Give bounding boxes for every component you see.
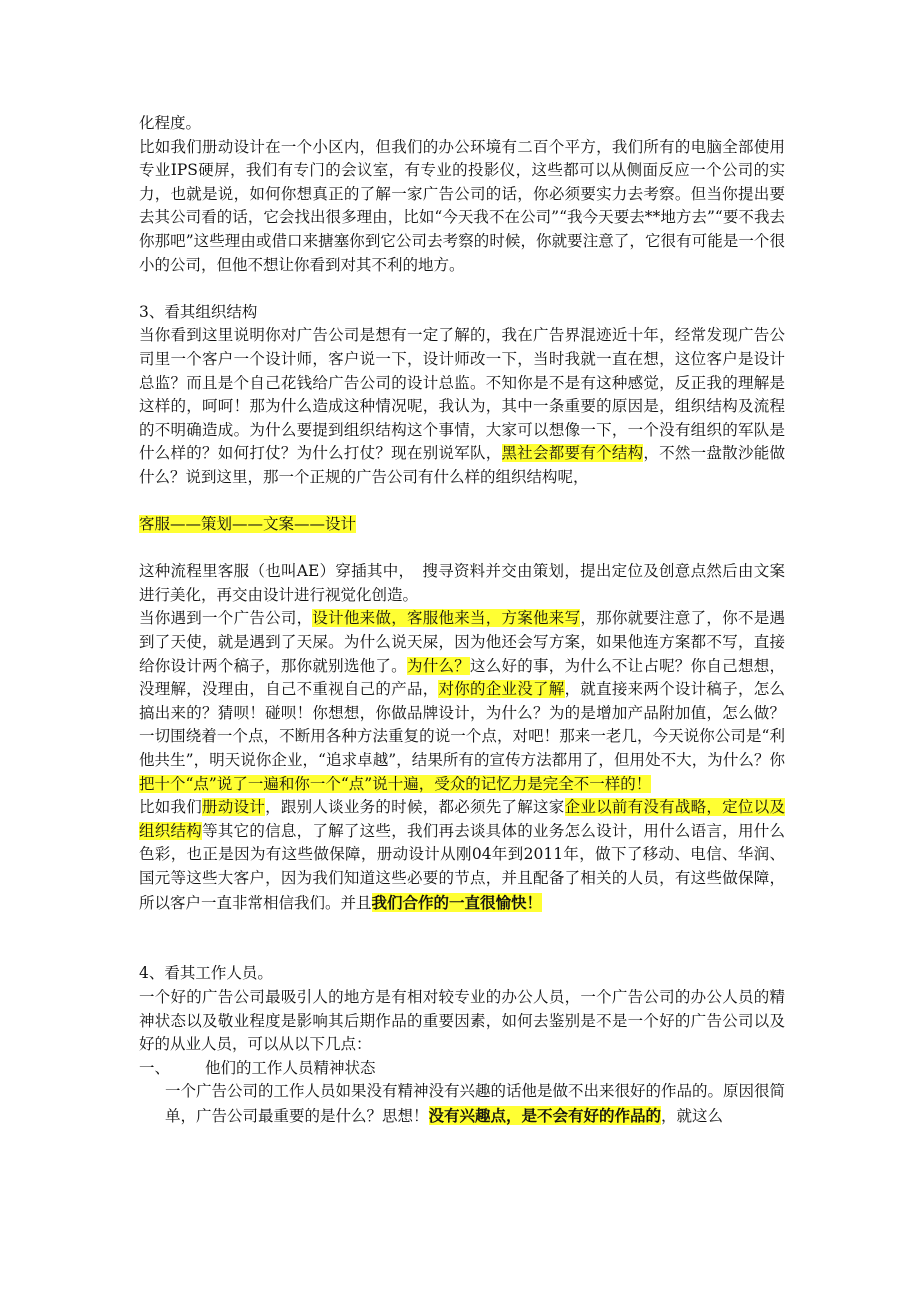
paragraph: 这种流程里客服（也叫AE）穿插其中， 搜寻资料并交由策划，提出定位及创意点然后由文案进行美化，再交由设计进行视觉化创造。	[139, 562, 785, 604]
flow-line	[139, 513, 785, 537]
highlighted-text: 为什么？	[406, 656, 470, 675]
highlighted-text: 把十个“点”说了一遍和你一个“点”说十遍，受众的记忆力是完全不一样的！	[139, 774, 652, 793]
text-run: 一个广告公司的工作人员如果没有精神没有兴趣的话他是做不出来很好的作品的。原因很简单，广告公司最重要的是什么？思想！	[165, 1082, 786, 1125]
paragraph: 比如我们册动设计在一个小区内，但我们的办公环境有二百个平方，我们所有的电脑全部使用专业IPS硬屏，我们有专门的会议室，有专业的投影仪，这些都可以从侧面反应一个公司的实力，也就是说，如何你想真正的了解一家广告公司的话，你必须要实力去考察。但当你提出要去其公司看的话，它会找出很多理由，比如“今天我不在公司”“我今天要去**地方去”“要不我去你那吧”这些理由或借口来搪塞你到它公司去考察的时候，你就要注意了，它很有可能是一个很小的公司，但他不想让你看到对其不利的地方。	[139, 137, 785, 274]
highlighted-bold-text: 没有兴趣点，是不会有好的作品的	[428, 1105, 662, 1125]
highlighted-text: 设计他来做，客服他来当，方案他来写	[312, 609, 581, 628]
paragraph: 化程度。	[139, 114, 202, 132]
blank-line	[139, 537, 785, 561]
paragraph	[139, 324, 785, 489]
text-run: ，就这么	[661, 1106, 724, 1125]
text-run: ，就直接来两个设计稿子，怎么搞出来的？猜呗！碰呗！你想想，你做品牌设计，为什么？为的是增加产品附加值，怎么做？一切围绕着一个点，不断用各种方法重复的说一个点，对吧！那来一老几，今天说你公司是“利他共生”，明天说你企业，“追求卓越”，结果所有的宣传方法都用了，但用处不大，为什么？你	[139, 680, 785, 770]
document-body	[139, 112, 785, 1129]
highlighted-text: 企业以前有没有战略，定位以及组织结构	[139, 798, 785, 840]
blank-line	[139, 277, 785, 301]
text-run: ，不然一盘散沙能做什么？说到这里，那一个正规的广告公司有什么样的组织结构呢，	[139, 444, 785, 486]
text-run: 比如我们	[139, 798, 203, 817]
text-run: 当你看到这里说明你对广告公司是想有一定了解的，我在广告界混迹近十年，经常发现广告公司里一个客户一个设计师，客户说一下，设计师改一下，当时我就一直在想，这位客户是设计总监？而且是个自己花钱给广告公司的设计总监。不知你是不是有这种感觉，反正我的理解是这样的，呵呵！那为什么造成这种情况呢，我认为，其中一条重要的原因是，组织结构及流程的不明确造成。为什么要提到组织结构这个事情，大家可以想像一下，一个没有组织的军队是什么样的？如何打仗？为什么打仗？现在别说军队，	[139, 326, 785, 463]
section-heading: 4、看其工作人员。	[139, 964, 273, 983]
paragraph	[139, 796, 785, 915]
list-item	[139, 1057, 785, 1081]
blank-line	[139, 915, 785, 962]
paragraph	[139, 607, 785, 796]
list-text: 他们的工作人员精神状态	[205, 1058, 376, 1077]
highlighted-text: 客服——策划——文案——设计	[139, 515, 357, 534]
list-number: 一、	[139, 1058, 171, 1077]
text-run: ，那你就要注意了，你不是遇到了天使，就是遇到了天屎。为什么说天屎，因为他还会写方案，如果他连方案都不写，直接给你设计两个稿子，那你就别选他了。	[139, 609, 785, 675]
blank-line	[139, 490, 785, 514]
text-run: 这么好的事，为什么不让占呢？你自己想想，没理解，没理由，自己不重视自己的产品，	[139, 656, 785, 699]
highlighted-bold-text: 我们合作的一直很愉快！	[371, 892, 543, 912]
text-run: 等其它的信息，了解了这些，我们再去谈具体的业务怎么设计，用什么语言，用什么色彩，也正是因为有这些做保障，册动设计从刚04年到2011年，做下了移动、电信、华润、国元等这些大客户，因为我们知道这些必要的节点，并且配备了相关的人员，有这些做保障，所以客户一直非常相信我们。并且	[139, 821, 785, 912]
highlighted-text: 黑社会都要有个结构	[501, 444, 644, 463]
paragraph: 一个好的广告公司最吸引人的地方是有相对较专业的办公人员，一个广告公司的办公人员的精神状态以及敬业程度是影响其后期作品的重要因素，如何去鉴别是不是一个好的广告公司以及好的从业人员，可以从以下几点：	[139, 987, 785, 1054]
text-run: ，跟别人谈业务的时候，都必须先了解这家	[265, 798, 565, 817]
section-heading: 3、看其组织结构	[139, 302, 258, 321]
text-run: 当你遇到一个广告公司，	[139, 609, 313, 628]
paragraph	[165, 1080, 785, 1128]
highlighted-text: 对你的企业没了解	[438, 680, 565, 699]
highlighted-text: 册动设计	[202, 798, 266, 817]
